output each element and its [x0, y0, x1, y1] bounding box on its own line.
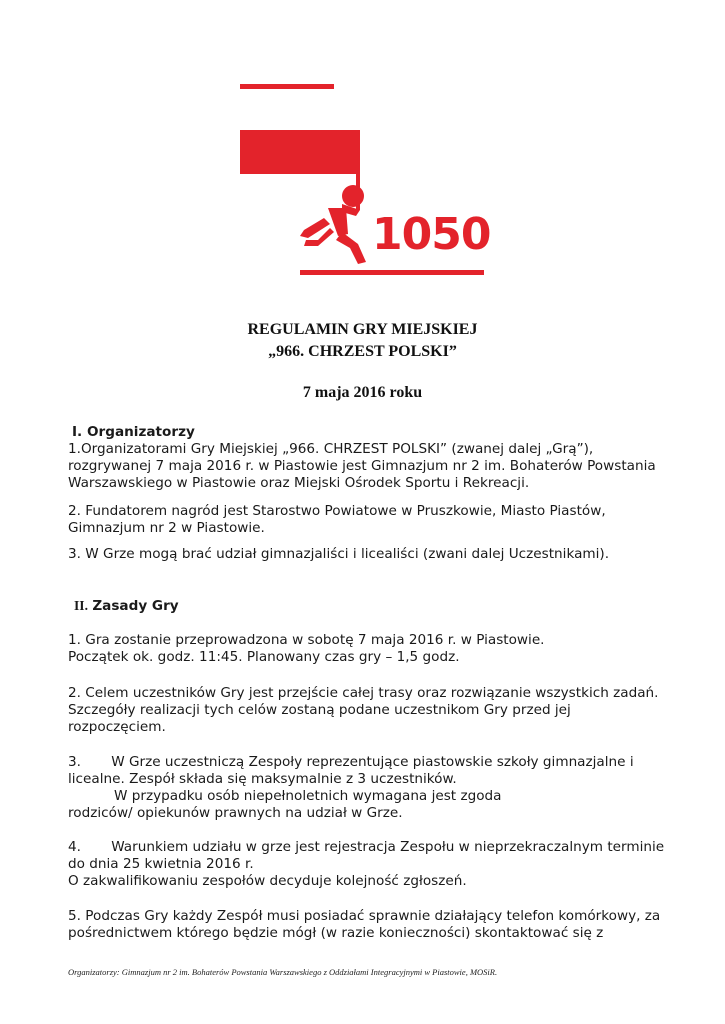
section-2-paragraph-2: 2. Celem uczestników Gry jest przejście całej trasy oraz rozwiązanie wszystkich zadań. Szczegóły realizacji tych celów zostaną podane uczestnikom Gry przed jej rozpoczęciem. [68, 685, 659, 735]
section-2-title: Zasady Gry [92, 598, 179, 614]
section-2-paragraph-4: 4. Warunkiem udziału w grze jest rejestracja Zespołu w nieprzekraczalnym terminie do dnia 25 kwietnia 2016 r. O zakwalifikowaniu zespołów decyduje kolejność zgłoszeń. [68, 839, 665, 889]
section-1-paragraph-3: 3. W Grze mogą brać udział gimnazjaliści i licealiści (zwani dalej Uczestnikami). [68, 546, 610, 562]
section-1-paragraph-1: 1.Organizatorami Gry Miejskiej „966. CHRZEST POLSKI” (zwanej dalej „Grą”), rozgrywanej 7 maja 2016 r. w Piastowie jest Gimnazjum nr 2 im. Bohaterów Powstania Warszawskiego w Piastowie oraz Miejski Ośrodek Sportu i Rekreacji. [68, 441, 656, 491]
logo [238, 84, 491, 279]
page-footer: Organizatorzy: Gimnazjum nr 2 im. Bohaterów Powstania Warszawskiego z Oddziałami Integracyjnymi w Piastowie, MOSiR. [68, 967, 498, 977]
section-2-roman-numeral: II. [74, 598, 88, 613]
section-2-paragraph-3-indent: W przypadku osób niepełnoletnich wymagana jest zgoda [114, 788, 502, 804]
section-1-heading: I. Organizatorzy [72, 424, 195, 440]
logo-number: 1050 [372, 209, 491, 260]
section-2-paragraph-5: 5. Podczas Gry każdy Zespół musi posiadać sprawnie działający telefon komórkowy, za pośrednictwem którego będzie mógł (w razie konieczności) skontaktować się z [68, 908, 661, 941]
document-title: REGULAMIN GRY MIEJSKIEJ [247, 321, 478, 338]
section-1-paragraph-2: 2. Fundatorem nagród jest Starostwo Powiatowe w Pruszkowie, Miasto Piastów, Gimnazjum nr 2 w Piastowie. [68, 503, 606, 536]
section-2-paragraph-1: 1. Gra zostanie przeprowadzona w sobotę 7 maja 2016 r. w Piastowie. Początek ok. godz. 11:45. Planowany czas gry – 1,5 godz. [68, 632, 545, 665]
section-2-paragraph-3: 3. W Grze uczestniczą Zespoły reprezentujące piastowskie szkoły gimnazjalne i licealne. Zespół składa się maksymalnie z 3 uczestników. [68, 754, 638, 787]
document-date: 7 maja 2016 roku [302, 384, 423, 401]
section-2-paragraph-3-cont: rodziców/ opiekunów prawnych na udział w Grze. [68, 805, 403, 821]
document-subtitle: „966. CHRZEST POLSKI” [268, 343, 457, 360]
section-2-heading [74, 597, 674, 615]
